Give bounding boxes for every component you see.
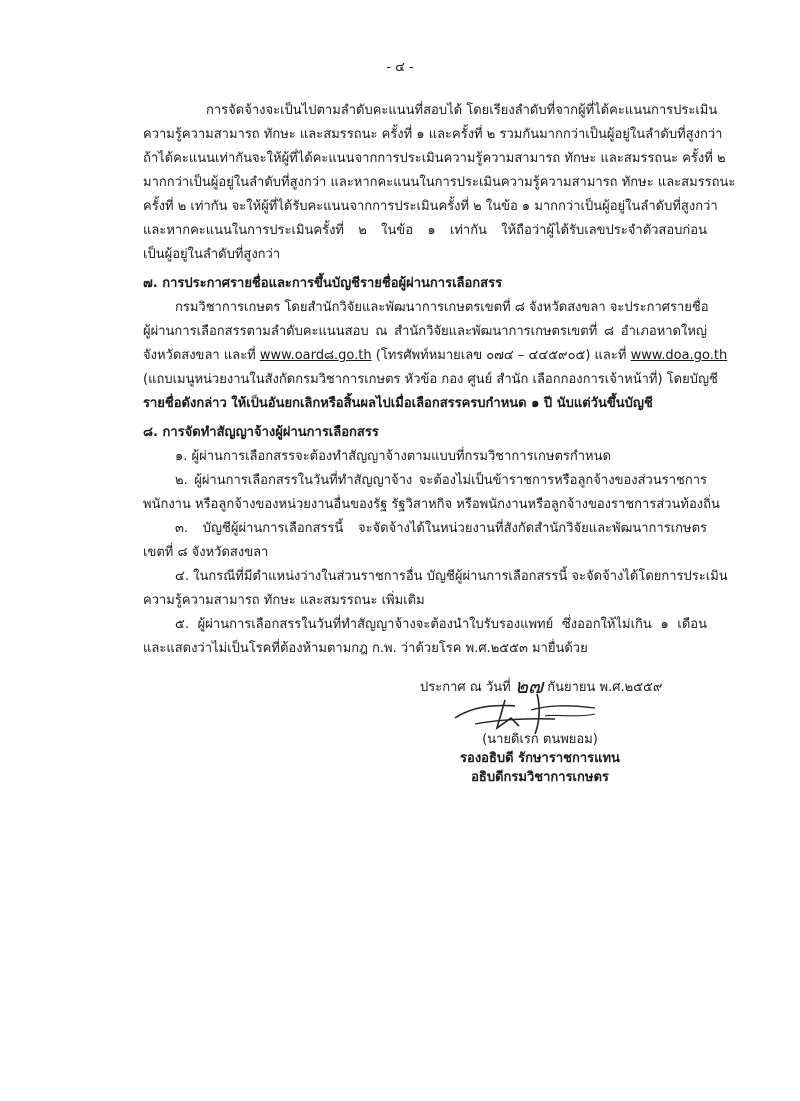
para1-line-4: มากกว่าเป็นผู้อยู่ในลำดับที่สูงกว่า และหากคะแนนในการประเมินความรู้ความสามารถ ทักษะ และสมรรถนะ (143, 175, 736, 190)
section8-item-1: ๑. ผู้ผ่านการเลือกสรรจะต้องทำสัญญาจ้างตามแบบที่กรมวิชาการเกษตรกำหนด (175, 449, 611, 464)
para1-line-5: ครั้งที่ ๒ เท่ากัน จะให้ผู้ที่ได้รับคะแนนจากการประเมินครั้งที่ ๒ ในข้อ ๑ มากกว่าเป็นผู้อยู่ในลำดับที่สูงกว่า (143, 199, 718, 214)
section8-heading: ๘. การจัดทำสัญญาจ้างผู้ผ่านการเลือกสรร (143, 425, 379, 440)
para1-line-3: ถ้าได้คะแนนเท่ากันจะให้ผู้ที่ได้คะแนนจากการประเมินความรู้ความสามารถ ทักษะ และสมรรถนะ ครั้งที่ ๒ (143, 151, 726, 166)
oard8-link[interactable]: www.oard๘.go.th (259, 348, 372, 363)
section8-item-4-line-1: ๔. ในกรณีที่มีตำแหน่งว่างในส่วนราชการอื่น บัญชีผู้ผ่านการเลือกสรรนี้ จะจัดจ้างได้โดยการประเมิน (175, 569, 728, 584)
signer-title-2: อธิบดีกรมวิชาการเกษตร (471, 770, 609, 785)
para1-line-6: และหากคะแนนในการประเมินครั้งที่ ๒ ในข้อ ๑ เท่ากัน ให้ถือว่าผู้ได้รับเลขประจำตัวสอบก่อน (143, 223, 707, 238)
section8-item-3-line-1: ๓. บัญชีผู้ผ่านการเลือกสรรนี้ จะจัดจ้างได้ในหน่วยงานที่สังกัดสำนักวิจัยและพัฒนาการเกษตร (175, 521, 707, 536)
para1-line-7: เป็นผู้อยู่ในลำดับที่สูงกว่า (143, 247, 281, 262)
signer-name: (นายดิเรก ตนพยอม) (482, 732, 598, 747)
section7-line-3 (143, 347, 727, 365)
announce-suffix: กันยายน พ.ศ.๒๕๕๙ (547, 680, 663, 695)
para1-line-2: ความรู้ความสามารถ ทักษะ และสมรรถนะ ครั้งที่ ๑ และครั้งที่ ๒ รวมกันมากกว่าเป็นผู้อยู่ในลำดับที่สูงกว่า (143, 127, 723, 142)
section8-item-5-line-1: ๕. ผู้ผ่านการเลือกสรรในวันที่ทำสัญญาจ้างจะต้องนำใบรับรองแพทย์ ซึ่งออกให้ไม่เกิน ๑ เดือน (175, 617, 707, 632)
doa-link[interactable]: www.doa.go.th (630, 348, 728, 363)
page-number: - ๔ - (386, 60, 414, 75)
signer-title-1: รองอธิบดี รักษาราชการแทน (460, 751, 620, 766)
section8-item-3-line-2: เขตที่ ๘ จังหวัดสงขลา (143, 545, 269, 560)
section7-heading: ๗. การประกาศรายชื่อและการขึ้นบัญชีรายชื่อผู้ผ่านการเลือกสรร (143, 276, 503, 291)
section8-item-4-line-2: ความรู้ความสามารถ ทักษะ และสมรรถนะ เพิ่มเติม (143, 593, 425, 608)
para1-line-1: การจัดจ้างจะเป็นไปตามลำดับคะแนนที่สอบได้ โดยเรียงลำดับที่จากผู้ที่ได้คะแนนการประเมิน (206, 103, 718, 118)
section8-item-2-line-1: ๒. ผู้ผ่านการเลือกสรรในวันที่ทำสัญญาจ้าง จะต้องไม่เป็นข้าราชการหรือลูกจ้างของส่วนราชการ (175, 473, 707, 488)
section8-item-2-line-2: พนักงาน หรือลูกจ้างของหน่วยงานอื่นของรัฐ รัฐวิสาหกิจ หรือพนักงานหรือลูกจ้างของราชการส่วนท้องถิ่น (143, 497, 720, 512)
section7-line-3a: จังหวัดสงขลา และที่ (143, 348, 260, 363)
announce-prefix: ประกาศ ณ วันที่ (420, 680, 511, 695)
section7-line-3b: (โทรศัพท์หมายเลข ๐๗๔ – ๔๔๕๙๐๕) และที่ (371, 348, 631, 363)
section7-line-2: ผู้ผ่านการเลือกสรรตามลำดับคะแนนสอบ ณ สำนักวิจัยและพัฒนาการเกษตรเขตที่ ๘ อำเภอหาดใหญ่ (143, 324, 707, 339)
announce-day: ๒๗ (514, 674, 544, 698)
section7-line-1: กรมวิชาการเกษตร โดยสำนักวิจัยและพัฒนาการเกษตรเขตที่ ๘ จังหวัดสงขลา จะประกาศรายชื่อ (175, 300, 709, 315)
signer-block (440, 730, 640, 787)
section8-item-5-line-2: และแสดงว่าไม่เป็นโรคที่ต้องห้ามตามกฎ ก.พ. ว่าด้วยโรค พ.ศ.๒๕๕๓ มายื่นด้วย (143, 641, 588, 656)
section7-line-4: (แถบเมนูหน่วยงานในสังกัดกรมวิชาการเกษตร หัวข้อ กอง ศูนย์ สำนัก เลือกกองการเจ้าหน้าที่) โดยบัญชี (143, 372, 718, 387)
section7-line-5: รายชื่อดังกล่าว ให้เป็นอันยกเลิกหรือสิ้นผลไปเมื่อเลือกสรรครบกำหนด ๑ ปี นับแต่วันขึ้นบัญชี (143, 396, 653, 411)
